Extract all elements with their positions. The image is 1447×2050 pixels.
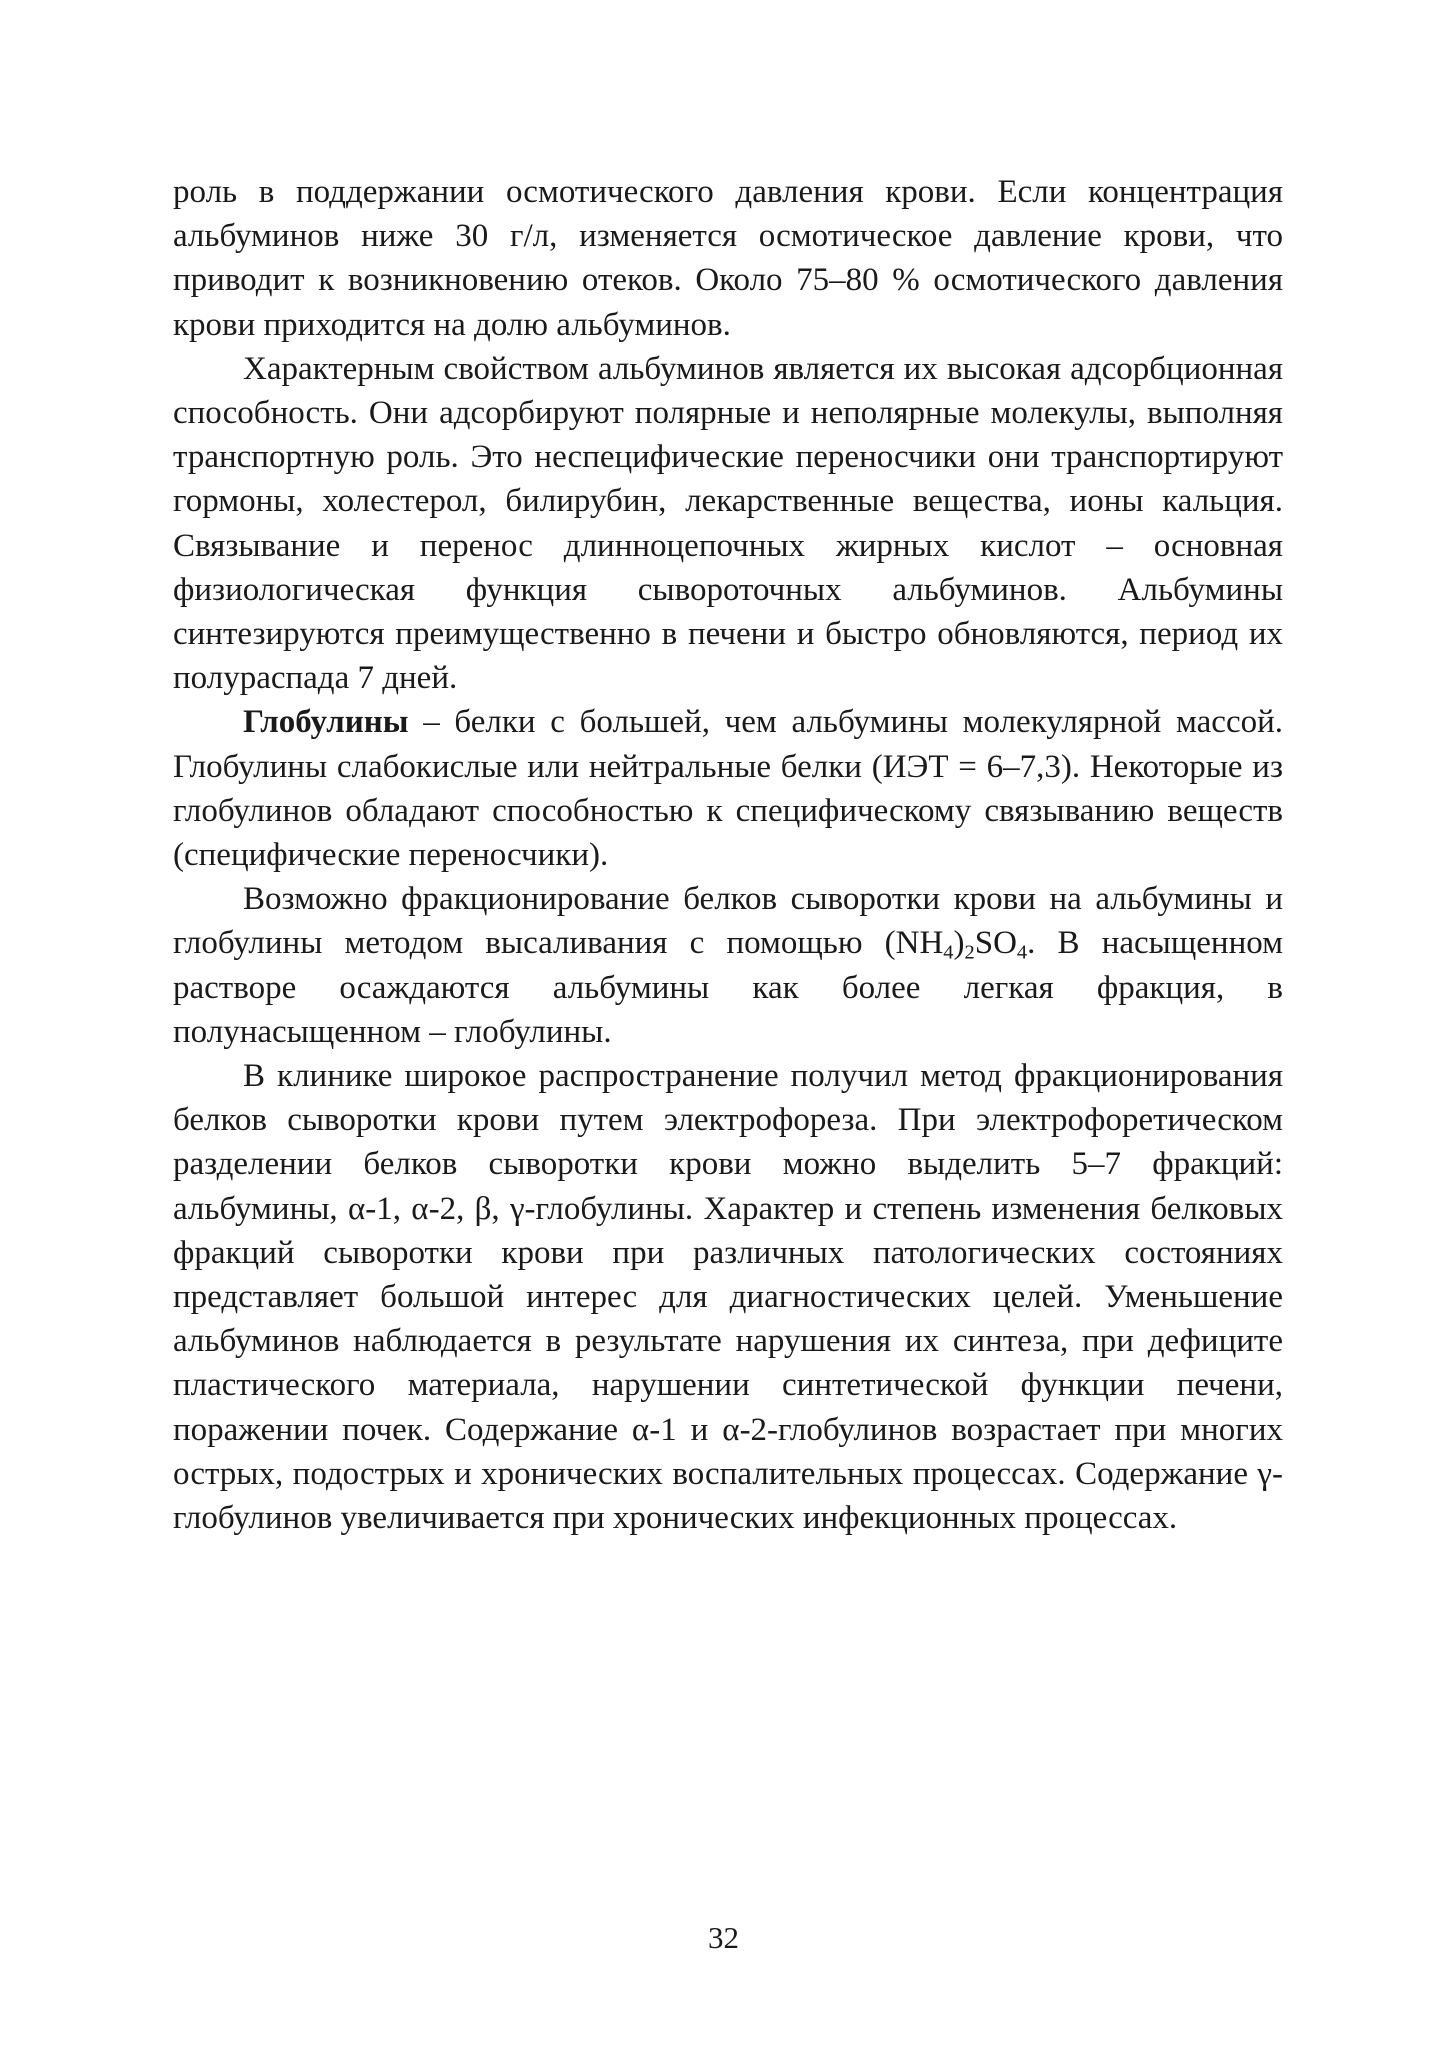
subscript-nh4: 4: [943, 942, 954, 965]
paragraph-5: [173, 1054, 1283, 1540]
paragraph-2-text: Характерным свойством альбуминов является их высокая адсорбционная способность. Они адсорбируют полярные и неполярные молекулы, выполняя транспортную роль. Это неспецифические переносчики они транспортируют гормоны, холестерол, билирубин, лекарственные вещества, ионы кальция. Связывание и перенос длинноцепочных жирных кислот – основная физиологическая функция сывороточных альбуминов. Альбумины синтезируются преимущественно в печени и быстро обновляются, период их полураспада 7 дней.: [173, 350, 1283, 697]
term-globulins: Глобулины: [243, 704, 409, 741]
paragraph-4-text-mid1: ): [953, 925, 965, 962]
paragraph-1-text: роль в поддержании осмотического давления крови. Если концентрация альбуминов ниже 30 г/л, изменяется осмотическое давление крови, что приводит к возникновению отеков. Около 75–80 % осмотического давления крови приходится на долю альбуминов.: [173, 174, 1283, 343]
paragraph-3-text: – белки с большей, чем альбумины молекулярной массой. Глобулины слабокислые или нейтральные белки (ИЭТ = 6–7,3). Некоторые из глобулинов обладают способностью к специфическому связыванию веществ (специфические переносчики).: [173, 704, 1283, 874]
page-number: 32: [708, 1920, 739, 1955]
paragraph-1: [173, 170, 1283, 347]
paragraph-3: [173, 700, 1283, 877]
paragraph-5-text: В клинике широкое распространение получил метод фракционирования белков сыворотки крови путем электрофореза. При электрофоретическом разделении белков сыворотки крови можно выделить 5–7 фракций: альбумины, α-1, α-2, β, γ-глобулины. Характер и степень изменения белковых фракций сыворотки крови при различных патологических состояниях представляет большой интерес для диагностических целей. Уменьшение альбуминов наблюдается в результате нарушения их синтеза, при дефиците пластического материала, нарушении синтетической функции печени, поражении почек. Содержание α-1 и α-2-глобулинов возрастает при многих острых, подострых и хронических воспалительных процессах. Содержание γ-глобулинов увеличивается при хронических инфекционных процессах.: [173, 1058, 1283, 1537]
paragraph-4-text-before: Возможно фракционирование белков сыворотки крови на альбумины и глобулины методом высаливания с помощью (NH: [173, 881, 1283, 962]
paragraph-4-text-mid2: SO: [974, 925, 1017, 962]
subscript-2: 2: [964, 942, 975, 965]
paragraph-2: [173, 347, 1283, 701]
paragraph-4: [173, 877, 1283, 1054]
subscript-so4: 4: [1016, 942, 1028, 965]
body-text: [173, 170, 1283, 1540]
paragraph-4-text-after: . В насыщенном растворе осаждаются альбумины как более легкая фракция, в полунасыщенном – глобулины.: [173, 925, 1283, 1050]
